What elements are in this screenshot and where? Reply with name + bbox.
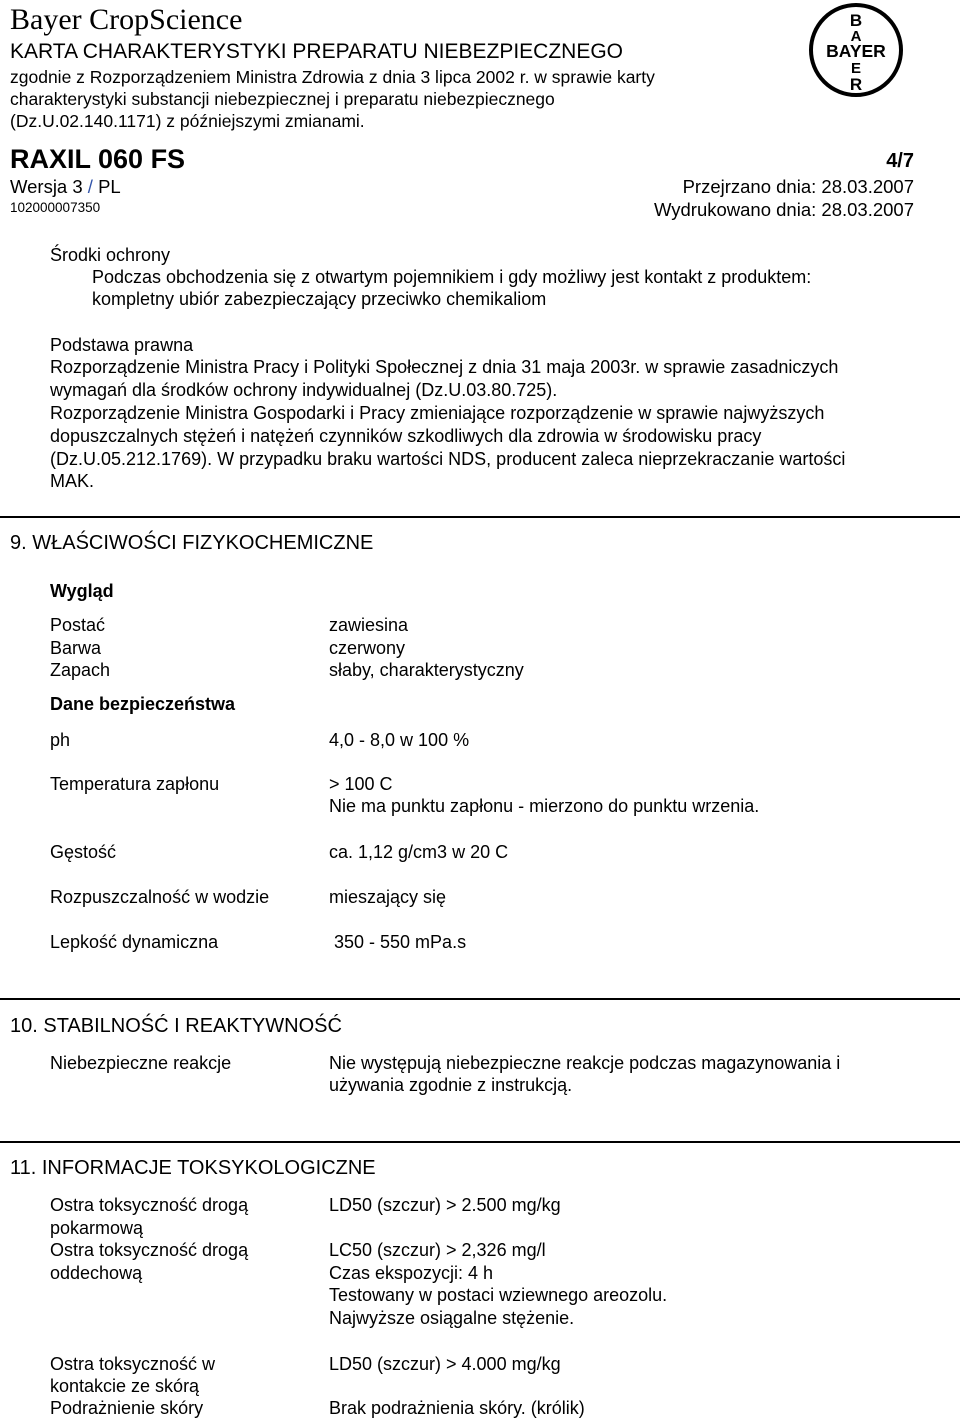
inhalation-toxicity-value-3: Testowany w postaci wziewnego areozolu. [329,1285,668,1305]
inhalation-toxicity-label-2: oddechową [50,1263,143,1283]
section-divider [0,998,960,1000]
legal-text-2: wymagań dla środków ochrony indywidualnej (Dz.U.03.80.725). [50,380,558,400]
logo-letter-b: B [849,11,863,30]
hazardous-reactions-value-2: używania zgodnie z instrukcją. [329,1075,573,1095]
regulation-line-3: (Dz.U.02.140.1171) z późniejszymi zmianami. [10,111,365,131]
dermal-toxicity-label-2: kontakcie ze skórą [50,1376,200,1396]
legal-heading: Podstawa prawna [50,335,194,355]
oral-toxicity-label-1: Ostra toksyczność drogą [50,1195,249,1215]
protection-text-1: Podczas obchodzenia się z otwartym pojemnikiem i gdy możliwy jest kontakt z produktem: [92,267,812,287]
regulation-line-2: charakterystyki substancji niebezpiecznej i preparatu niebezpiecznego [10,89,555,109]
section-11-title: 11. INFORMACJE TOKSYKOLOGICZNE [10,1157,376,1179]
safety-data-heading: Dane bezpieczeństwa [50,694,236,714]
odor-value: słaby, charakterystyczny [329,660,524,680]
form-value: zawiesina [329,615,409,635]
inhalation-toxicity-value-1: LC50 (szczur) > 2,326 mg/l [329,1240,546,1260]
inhalation-toxicity-value-2: Czas ekspozycji: 4 h [329,1263,494,1283]
bayer-cross-logo [808,2,904,98]
skin-irritation-label: Podrażnienie skóry [50,1398,204,1418]
regulation-line-1: zgodnie z Rozporządzeniem Ministra Zdrowia z dnia 3 lipca 2002 r. w sprawie karty [10,67,655,87]
logo-letter-e: E [850,60,862,77]
viscosity-label: Lepkość dynamiczna [50,932,219,952]
color-value: czerwony [329,638,406,658]
solubility-value: mieszający się [329,887,447,907]
page-number: 4/7 [886,150,914,172]
ph-label: ph [50,730,71,750]
protection-text-2: kompletny ubiór zabezpieczający przeciwko chemikaliom [92,289,547,309]
legal-text-4: dopuszczalnych stężeń i natężeń czynników szkodliwych dla zdrowia w środowisku pracy [50,426,762,446]
dermal-toxicity-label-1: Ostra toksyczność w [50,1354,216,1374]
density-value: ca. 1,12 g/cm3 w 20 C [329,842,509,862]
oral-toxicity-label-2: pokarmową [50,1218,144,1238]
section-9-title: 9. WŁAŚCIWOŚCI FIZYKOCHEMICZNE [10,532,374,554]
document-title: KARTA CHARAKTERYSTYKI PREPARATU NIEBEZPIECZNEGO [10,40,624,63]
version-info [10,176,121,198]
density-label: Gęstość [50,842,117,862]
protection-heading: Środki ochrony [50,245,171,265]
section-divider [0,516,960,518]
skin-irritation-value: Brak podrażnienia skóry. (królik) [329,1398,585,1418]
logo-wordmark: BAYER [826,41,886,61]
flash-point-value: > 100 C [329,774,393,794]
appearance-heading: Wygląd [50,581,114,601]
legal-text-5: (Dz.U.05.212.1769). W przypadku braku wartości NDS, producent zaleca nieprzekraczanie wartości [50,449,846,469]
oral-toxicity-value: LD50 (szczur) > 2.500 mg/kg [329,1195,561,1215]
version-prefix: Wersja 3 [10,176,83,197]
section-10-title: 10. STABILNOŚĆ I REAKTYWNOŚĆ [10,1015,342,1037]
dermal-toxicity-value: LD50 (szczur) > 4.000 mg/kg [329,1354,561,1374]
hazardous-reactions-label: Niebezpieczne reakcje [50,1053,232,1073]
form-label: Postać [50,615,106,635]
version-suffix: PL [98,176,121,197]
odor-label: Zapach [50,660,111,680]
version-slash: / [87,176,93,197]
flash-point-note: Nie ma punktu zapłonu - mierzono do punktu wrzenia. [329,796,760,816]
document-number: 102000007350 [10,200,101,215]
inhalation-toxicity-value-4: Najwyższe osiągalne stężenie. [329,1308,575,1328]
inhalation-toxicity-label-1: Ostra toksyczność drogą [50,1240,249,1260]
company-name: Bayer CropScience [10,3,243,36]
flash-point-label: Temperatura zapłonu [50,774,220,794]
logo-letter-a: A [850,28,862,45]
logo-letter-r: R [849,75,863,94]
printed-date: Wydrukowano dnia: 28.03.2007 [653,199,914,220]
revised-date: Przejrzano dnia: 28.03.2007 [682,176,914,197]
ph-value: 4,0 - 8,0 w 100 % [329,730,470,750]
legal-text-1: Rozporządzenie Ministra Pracy i Polityki Społecznej z dnia 31 maja 2003r. w sprawie zasadniczych [50,357,839,377]
legal-text-3: Rozporządzenie Ministra Gospodarki i Pracy zmieniające rozporządzenie w sprawie najwyższych [50,403,825,423]
product-name: RAXIL 060 FS [10,144,186,174]
hazardous-reactions-value-1: Nie występują niebezpieczne reakcje podczas magazynowania i [329,1053,841,1073]
section-divider [0,1141,960,1143]
color-label: Barwa [50,638,102,658]
viscosity-value: 350 - 550 mPa.s [334,932,467,952]
legal-text-6: MAK. [50,471,95,491]
solubility-label: Rozpuszczalność w wodzie [50,887,270,907]
